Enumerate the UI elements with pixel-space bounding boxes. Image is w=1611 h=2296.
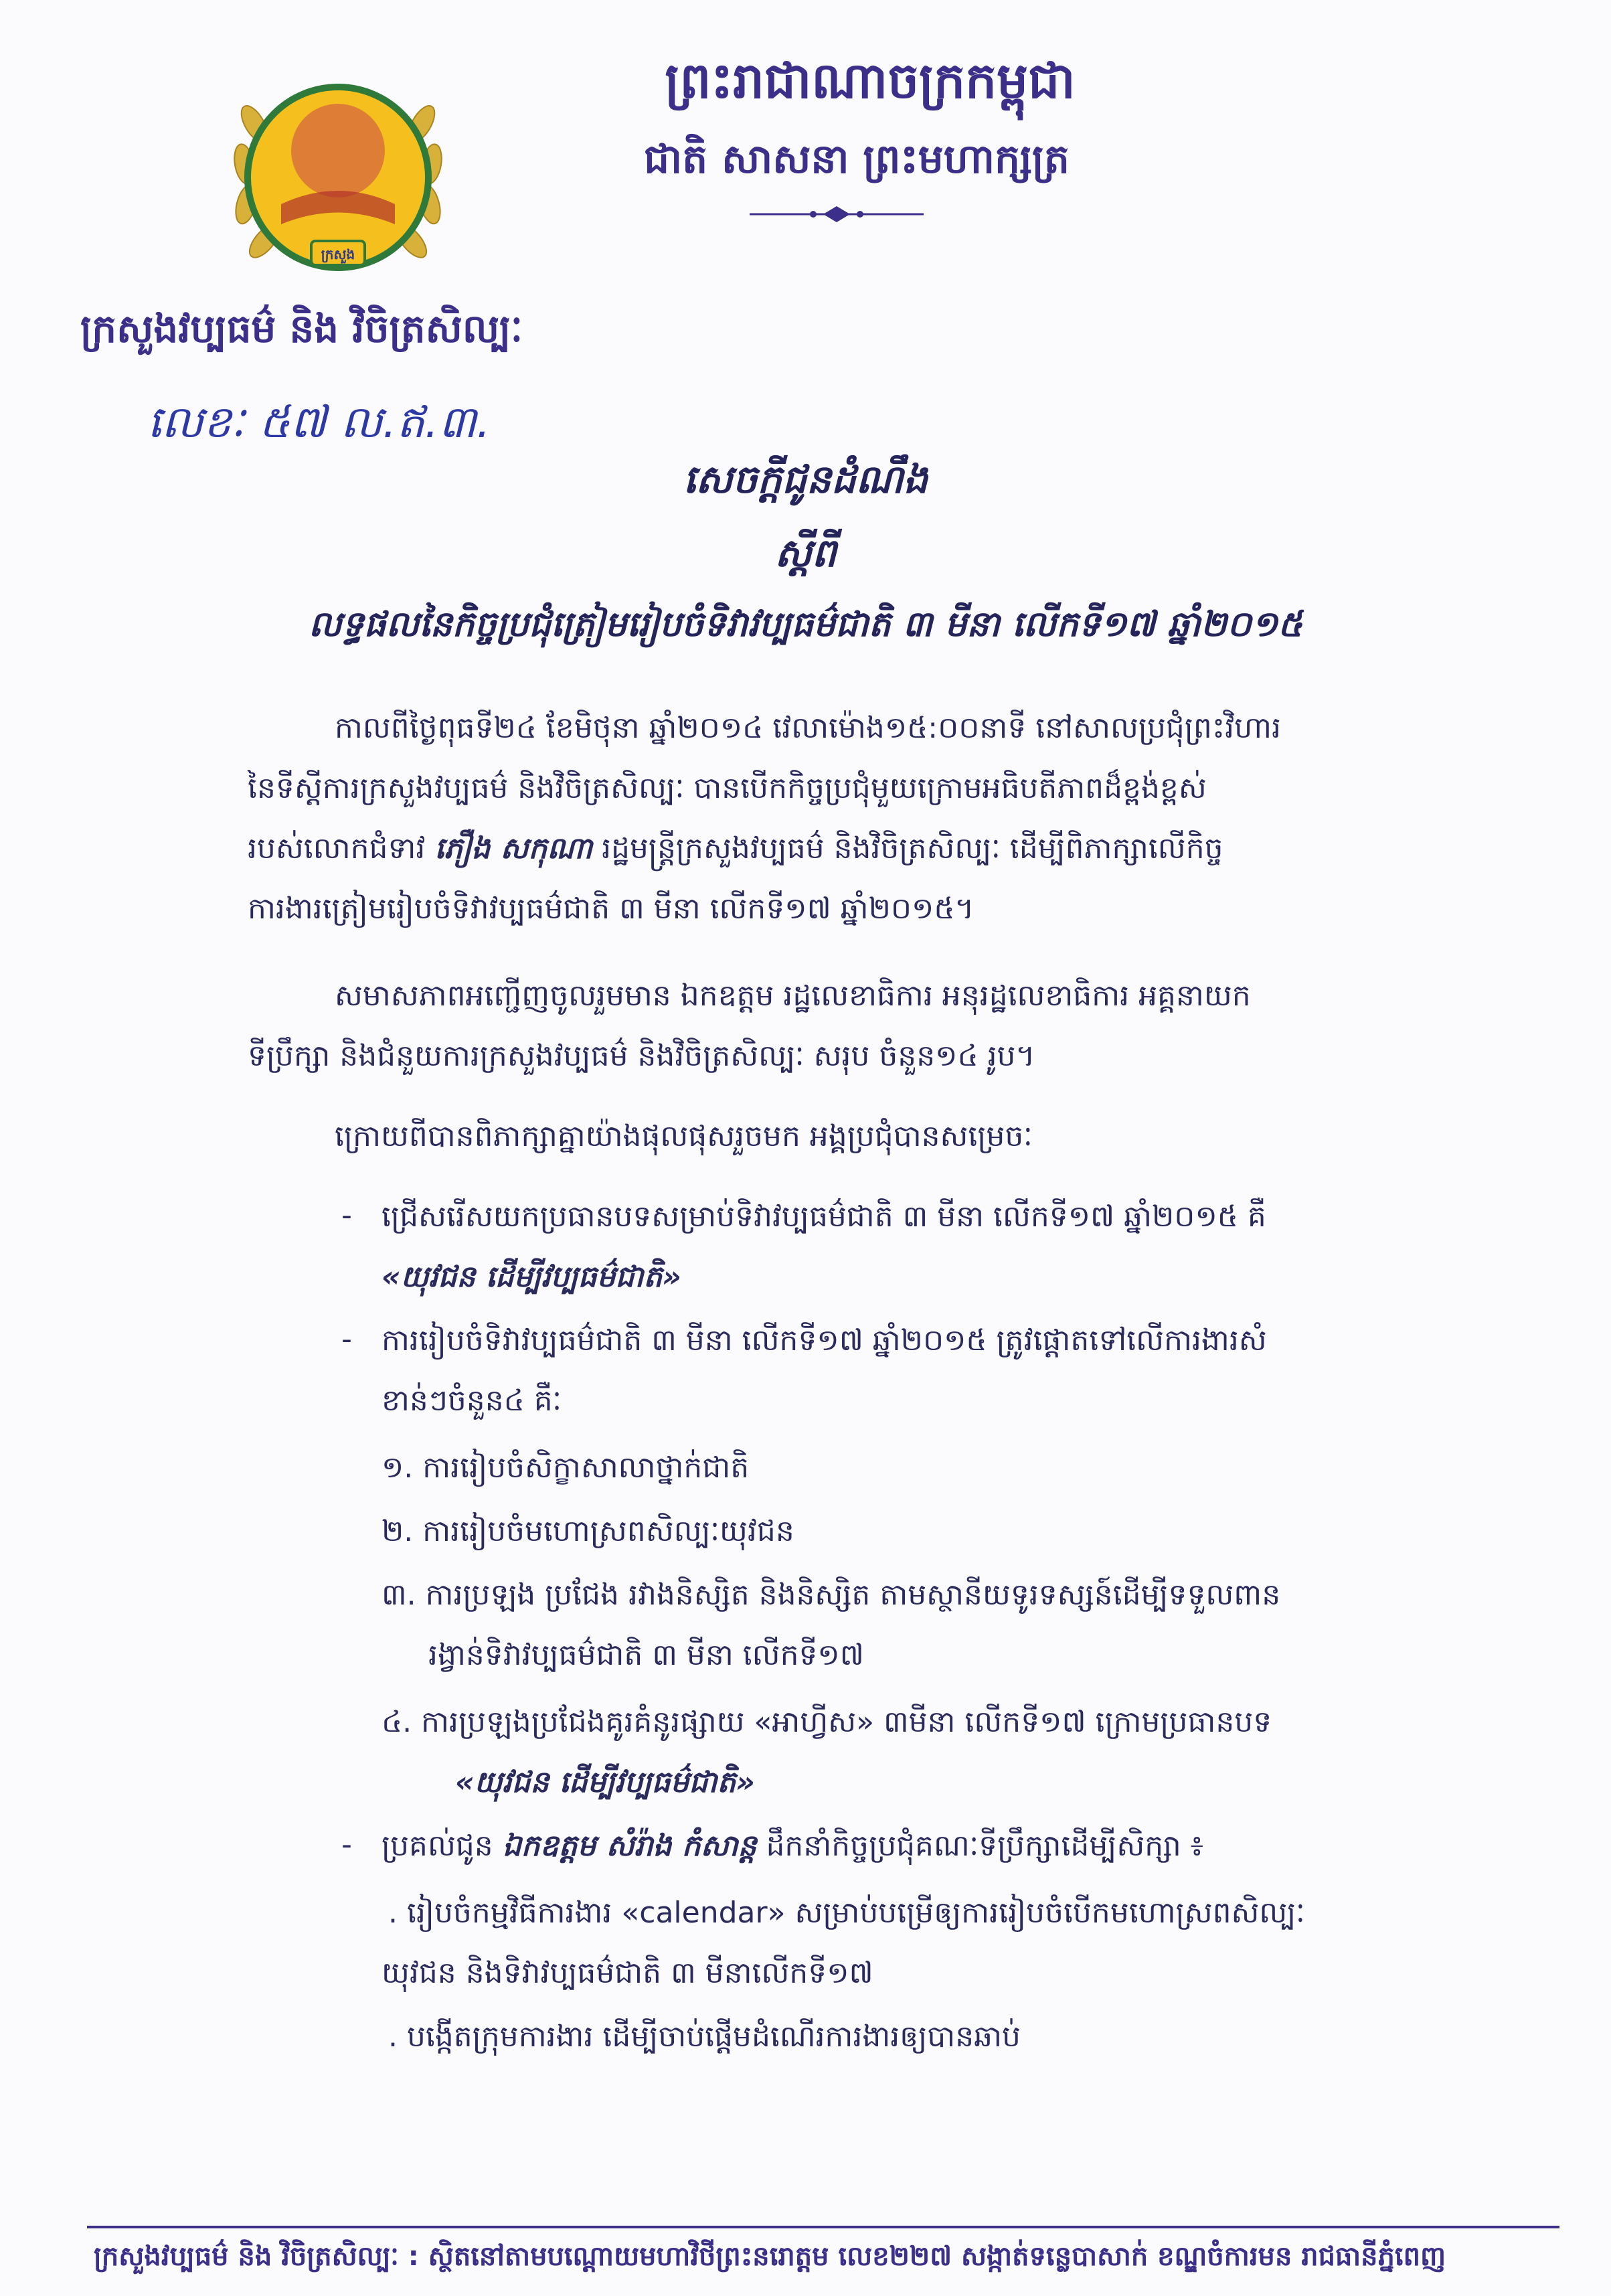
footer-address: ក្រសួងវប្បធម៌ និង វិចិត្រសិល្បៈ : ស្ថិតនៅតាមបណ្តោយមហាវិថីព្រះនរោត្តម លេខ២២៧ សង្កាត់ទន្លេបាសាក់ ខណ្ឌចំការមន រាជធានីភ្នំពេញ: [94, 2241, 1446, 2272]
sub-item: . រៀបចំកម្មវិធីការងារ «calendar» សម្រាប់បម្រើឲ្យការរៀបចំបើកមហោស្រពសិល្បៈ: [388, 1896, 1305, 1930]
document-title: សេចក្តីជូនដំណឹង: [683, 457, 928, 502]
paragraph-line: នៃទីស្តីការក្រសួងវប្បធម៌ និងវិចិត្រសិល្បៈ បានបើកកិច្ចប្រជុំមួយក្រោមអធិបតីភាពដ៏ខ្ពង់ខ្ពស់: [248, 771, 1207, 805]
list-item: ១. ការរៀបចំសិក្ខាសាលាថ្នាក់ជាតិ: [381, 1451, 750, 1485]
bullet-dash: -: [341, 1322, 352, 1356]
theme-slogan: «យុវជន ដើម្បីវប្បធម៌ជាតិ»: [455, 1765, 755, 1799]
paragraph-line: [248, 830, 1223, 873]
list-item: ២. ការរៀបចំមហោស្រពសិល្បៈយុវជន: [381, 1514, 794, 1548]
list-item: ៤. ការប្រឡងប្រជែងគូរគំនូរផ្សាយ «អាហ្វីស» ៣មីនា លើកទី១៧ ក្រោមប្រធានបទ: [381, 1705, 1272, 1739]
footer-divider: [87, 2226, 1559, 2228]
logo-label: ក្រសួង: [321, 246, 355, 262]
sub-item: . បង្កើតក្រុមការងារ ដើម្បីចាប់ផ្តើមដំណើរការងារឲ្យបានឆាប់: [388, 2020, 1021, 2054]
official-name: ឯកឧត្តម សំរ៉ាង កំសាន្ត: [502, 1829, 757, 1863]
bullet-dash: -: [341, 1198, 352, 1232]
paragraph-text: របស់លោកជំទាវ: [248, 831, 435, 866]
bullet-line: ខាន់ៗចំនួន៤ គឺៈ: [381, 1384, 562, 1418]
list-item-continued: រង្វាន់ទិវាវប្បធម៌ជាតិ ៣ មីនា លើកទី១៧: [428, 1638, 864, 1672]
paragraph-line: ការងារត្រៀមរៀបចំទិវាវប្បធម៌ជាតិ ៣ មីនា លើកទី១៧ ឆ្នាំ២០១៥។: [248, 892, 974, 926]
list-item: ៣. ការប្រឡង ប្រជែង រវាងនិស្សិត និងនិស្សិត តាមស្ថានីយទូរទស្សន៍ដើម្បីទទួលពាន: [381, 1578, 1281, 1612]
paragraph-line: សមាសភាពអញ្ជើញចូលរួមមាន ឯកឧត្តម រដ្ឋលេខាធិការ អនុរដ្ឋលេខាធិការ អគ្គនាយក: [335, 979, 1251, 1013]
ministry-name: ក្រសួងវប្បធម៌ និង វិចិត្រសិល្បៈ: [80, 306, 523, 351]
bullet-line: ការរៀបចំទិវាវប្បធម៌ជាតិ ៣ មីនា លើកទី១៧ ឆ្នាំ២០១៥ ត្រូវផ្តោតទៅលើការងារសំ: [381, 1323, 1267, 1358]
portrait-icon: [291, 104, 385, 197]
bullet-line: ជ្រើសរើសយកប្រធានបទសម្រាប់ទិវាវប្បធម៌ជាតិ ៣ មីនា លើកទី១៧ ឆ្នាំ២០១៥ គឺ: [381, 1200, 1266, 1234]
ornament-divider-icon: [750, 201, 924, 228]
reference-number: លេខៈ ៥៧ ល.ឥ.៣.: [147, 396, 491, 448]
motto: ជាតិ សាសនា ព្រះមហាក្សត្រ: [644, 136, 1070, 183]
bullet-line: [381, 1827, 1203, 1870]
bullet-dash: -: [341, 1827, 352, 1862]
paragraph-line: ក្រោយពីបានពិភាក្សាគ្នាយ៉ាងផុលផុសរួចមក អង្គប្រជុំបានសម្រេចៈ: [335, 1119, 1033, 1153]
theme-slogan: «យុវជន ដើម្បីវប្បធម៌ជាតិ»: [381, 1260, 681, 1294]
document-subtitle: ស្តីពី: [774, 530, 837, 576]
sub-item-continued: យុវជន និងទិវាវប្បធម៌ជាតិ ៣ មីនាលើកទី១៧: [381, 1956, 873, 1990]
paragraph-text: រដ្ឋមន្ត្រីក្រសួងវប្បធម៌ និងវិចិត្រសិល្បៈ ដើម្បីពិភាក្សាលើកិច្ច: [592, 831, 1223, 866]
bullet-text: ប្រគល់ជូន: [381, 1829, 503, 1863]
paragraph-line: ទីប្រឹក្សា និងជំនួយការក្រសួងវប្បធម៌ និងវិចិត្រសិល្បៈ សរុប ចំនួន១៤ រូប។: [248, 1039, 1035, 1073]
document-topic: លទ្ធផលនៃកិច្ចប្រជុំត្រៀមរៀបចំទិវាវប្បធម៌ជាតិ ៣ មីនា លើកទី១៧ ឆ្នាំ២០១៥: [309, 604, 1302, 645]
bullet-text: ដឹកនាំកិច្ចប្រជុំគណៈទីប្រឹក្សាដើម្បីសិក្សា ៖: [756, 1829, 1203, 1863]
paragraph-line: កាលពីថ្ងៃពុធទី២៤ ខែមិថុនា ឆ្នាំ២០១៤ វេលាម៉ោង១៥:០០នាទី នៅសាលប្រជុំព្រះវិហារ: [335, 711, 1281, 745]
kingdom-heading: ព្រះរាជាណាចក្រកម្ពុជា: [665, 52, 1076, 110]
ministry-logo: [228, 64, 448, 291]
minister-name: ភឿង សកុណា: [434, 831, 593, 866]
